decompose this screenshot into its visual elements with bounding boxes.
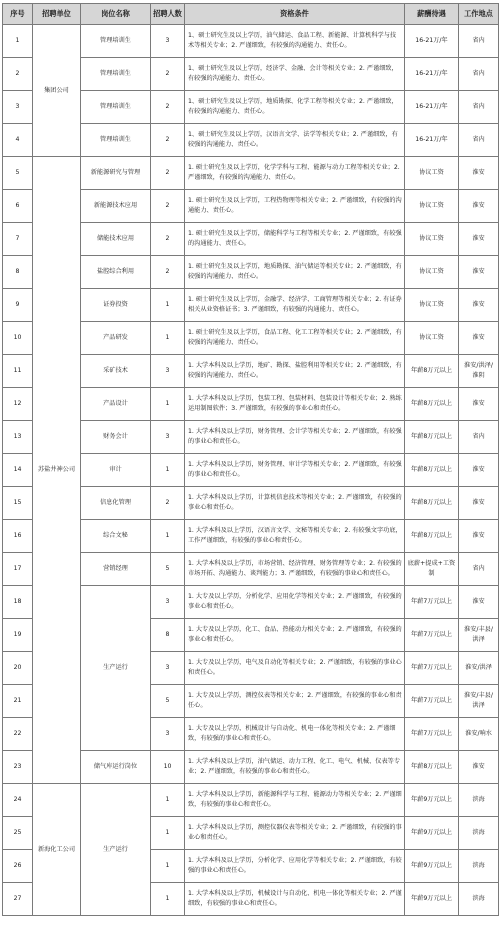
salary: 年薪8万元以上	[405, 388, 459, 421]
qualification-conditions: 1. 硕士研究生及以上学历，工程热物理等相关专业；2. 严谨细致，有较强的沟通能力、责任心。	[185, 190, 405, 223]
position-name: 盐腔综合利用	[81, 256, 151, 289]
qualification-conditions: 1. 大学本科及以上学历，机械设计与自动化、机电一体化等相关专业；2. 严谨细致，有较强的事业心和责任心。	[185, 883, 405, 916]
work-location: 淮安	[459, 256, 499, 289]
salary: 年薪9万元以上	[405, 817, 459, 850]
qualification-conditions: 1. 大学本科及以上学历，计算机信息技术等相关专业；2. 严谨细致，有较强的事业心和责任心。	[185, 487, 405, 520]
position-name: 管理培训生	[81, 91, 151, 124]
row-number: 11	[3, 355, 33, 388]
qualification-conditions: 1. 硕士研究生及以上学历，化学学科与工程、能源与动力工程等相关专业；2. 严谨细致，有较强的沟通能力、责任心。	[185, 157, 405, 190]
work-location: 淮安/丰县/洪泽	[459, 685, 499, 718]
headcount: 10	[151, 751, 185, 784]
position-name: 审计	[81, 454, 151, 487]
row-number: 18	[3, 586, 33, 619]
row-number: 26	[3, 850, 33, 883]
work-location: 淮安	[459, 190, 499, 223]
salary: 16-21万/年	[405, 124, 459, 157]
qualification-conditions: 1. 硕士研究生及以上学历，金融学、经济学、工商管理等相关专业；2. 有证券相关从业资格证书；3. 严谨细致，有较强的沟通能力、责任心。	[185, 289, 405, 322]
salary: 底薪+提成+工资制	[405, 553, 459, 586]
salary: 协议工资	[405, 223, 459, 256]
salary: 协议工资	[405, 289, 459, 322]
work-location: 省内	[459, 124, 499, 157]
salary: 年薪7万元以上	[405, 718, 459, 751]
work-location: 滨海	[459, 817, 499, 850]
headcount: 1	[151, 454, 185, 487]
salary: 年薪9万元以上	[405, 883, 459, 916]
header-count: 招聘人数	[151, 4, 185, 25]
row-number: 3	[3, 91, 33, 124]
row-number: 5	[3, 157, 33, 190]
position-name: 财务会计	[81, 421, 151, 454]
position-name: 信息化管理	[81, 487, 151, 520]
headcount: 1	[151, 883, 185, 916]
row-number: 1	[3, 25, 33, 58]
qualification-conditions: 1. 硕士研究生及以上学历，食品工程、化工工程等相关专业；2. 严谨细致，有较强的沟通能力、责任心。	[185, 322, 405, 355]
row-number: 8	[3, 256, 33, 289]
row-number: 13	[3, 421, 33, 454]
salary: 16-21万/年	[405, 58, 459, 91]
position-name: 产品研发	[81, 322, 151, 355]
header-position: 岗位名称	[81, 4, 151, 25]
headcount: 1	[151, 784, 185, 817]
salary: 年薪8万元以上	[405, 355, 459, 388]
salary: 年薪8万元以上	[405, 487, 459, 520]
position-name: 管理培训生	[81, 25, 151, 58]
position-name: 储气库运行岗位	[81, 751, 151, 784]
qualification-conditions: 1. 大专及以上学历，分析化学、应用化学等相关专业；2. 严谨细致，有较强的事业心和责任心。	[185, 586, 405, 619]
qualification-conditions: 1. 硕士研究生及以上学历，地质勘探、油气储运等相关专业；2. 严谨细致，有较强的沟通能力、责任心。	[185, 256, 405, 289]
headcount: 2	[151, 124, 185, 157]
headcount: 1	[151, 388, 185, 421]
row-number: 9	[3, 289, 33, 322]
salary: 年薪7万元以上	[405, 652, 459, 685]
headcount: 2	[151, 487, 185, 520]
work-location: 淮安/丰县/洪泽	[459, 619, 499, 652]
work-location: 淮安	[459, 487, 499, 520]
salary: 年薪8万元以上	[405, 421, 459, 454]
header-unit: 招聘单位	[33, 4, 81, 25]
position-name: 新能源研究与管理	[81, 157, 151, 190]
headcount: 2	[151, 91, 185, 124]
row-number: 10	[3, 322, 33, 355]
salary: 16-21万/年	[405, 25, 459, 58]
qualification-conditions: 1. 大学本科及以上学历，测控仪器仪表等相关专业；2. 严谨细致，有较强的事业心和责任心。	[185, 817, 405, 850]
row-number: 19	[3, 619, 33, 652]
qualification-conditions: 1. 大学本科及以上学历，地矿、勘探、盐腔利用等相关专业；2. 严谨细致，有较强的沟通能力、责任心。	[185, 355, 405, 388]
work-location: 淮安	[459, 289, 499, 322]
work-location: 淮安	[459, 322, 499, 355]
headcount: 5	[151, 685, 185, 718]
work-location: 淮安	[459, 520, 499, 553]
row-number: 16	[3, 520, 33, 553]
work-location: 省内	[459, 91, 499, 124]
headcount: 3	[151, 25, 185, 58]
headcount: 2	[151, 256, 185, 289]
row-number: 21	[3, 685, 33, 718]
work-location: 淮安/响水	[459, 718, 499, 751]
qualification-conditions: 1. 大学本科及以上学历，市场营销、经济管理、财务管理等专业；2. 有较强的市场开拓、沟通能力、谈判能力；3. 严谨细致，有较强的事业心和责任心。	[185, 553, 405, 586]
row-number: 25	[3, 817, 33, 850]
work-location: 省内	[459, 58, 499, 91]
position-name: 生产运行	[81, 586, 151, 751]
row-number: 22	[3, 718, 33, 751]
position-name: 管理培训生	[81, 124, 151, 157]
qualification-conditions: 1、硕士研究生及以上学历，油气储运、食品工程、新能源、计算机科学与技术等相关专业；2. 严谨细致，有较强的沟通能力、责任心。	[185, 25, 405, 58]
qualification-conditions: 1. 大学本科及以上学历，新能源科学与工程、能源动力等相关专业；2. 严谨细致，有较强的事业心和责任心。	[185, 784, 405, 817]
position-name: 储能技术应用	[81, 223, 151, 256]
position-name: 证券投资	[81, 289, 151, 322]
position-name: 产品设计	[81, 388, 151, 421]
salary: 协议工资	[405, 256, 459, 289]
work-location: 滨海	[459, 784, 499, 817]
work-location: 淮安	[459, 223, 499, 256]
row-number: 27	[3, 883, 33, 916]
row-number: 17	[3, 553, 33, 586]
qualification-conditions: 1. 大学本科及以上学历，分析化学、应用化学等相关专业；2. 严谨细致，有较强的事业心和责任心。	[185, 850, 405, 883]
header-conditions: 资格条件	[185, 4, 405, 25]
work-location: 省内	[459, 421, 499, 454]
headcount: 2	[151, 223, 185, 256]
salary: 协议工资	[405, 157, 459, 190]
row-number: 24	[3, 784, 33, 817]
row-number: 2	[3, 58, 33, 91]
salary: 年薪7万元以上	[405, 685, 459, 718]
qualification-conditions: 1. 大学本科及以上学历，汉语言文学、文秘等相关专业；2. 有较强文字功底，工作严谨细致，有较强的事业心和责任心。	[185, 520, 405, 553]
salary: 年薪7万元以上	[405, 619, 459, 652]
work-location: 省内	[459, 553, 499, 586]
headcount: 3	[151, 355, 185, 388]
qualification-conditions: 1. 大学本科及以上学历，包装工程、包装材料、包装设计等相关专业；2. 熟练运用制图软件；3. 严谨细致，有较强的事业心和责任心。	[185, 388, 405, 421]
recruitment-table	[2, 3, 499, 916]
work-location: 滨海	[459, 883, 499, 916]
recruiting-unit: 苏盐井神公司	[33, 157, 81, 784]
salary: 年薪7万元以上	[405, 586, 459, 619]
salary: 协议工资	[405, 190, 459, 223]
qualification-conditions: 1. 大专及以上学历，化工、食品、热能动力相关专业；2. 严谨细致，有较强的事业心和责任心。	[185, 619, 405, 652]
work-location: 淮安/洪泽	[459, 652, 499, 685]
headcount: 3	[151, 652, 185, 685]
qualification-conditions: 1. 大专及以上学历，测控仪表等相关专业；2. 严谨细致，有较强的事业心和责任心。	[185, 685, 405, 718]
headcount: 8	[151, 619, 185, 652]
recruiting-unit: 集团公司	[33, 25, 81, 157]
row-number: 14	[3, 454, 33, 487]
headcount: 3	[151, 718, 185, 751]
salary: 年薪9万元以上	[405, 784, 459, 817]
salary: 16-21万/年	[405, 91, 459, 124]
headcount: 2	[151, 58, 185, 91]
work-location: 淮安	[459, 454, 499, 487]
table-header-row	[3, 4, 499, 25]
work-location: 省内	[459, 25, 499, 58]
recruiting-unit: 新海化工公司	[33, 784, 81, 916]
qualification-conditions: 1. 大学本科及以上学历，财务管理、审计学等相关专业；2. 严谨细致，有较强的事业心和责任心。	[185, 454, 405, 487]
header-no: 序号	[3, 4, 33, 25]
row-number: 12	[3, 388, 33, 421]
qualification-conditions: 1. 大专及以上学历，电气及自动化等相关专业；2. 严谨细致，有较强的事业心和责任心。	[185, 652, 405, 685]
position-name: 新能源技术应用	[81, 190, 151, 223]
position-name: 管理培训生	[81, 58, 151, 91]
table-row	[3, 25, 499, 58]
headcount: 1	[151, 322, 185, 355]
headcount: 1	[151, 817, 185, 850]
position-name: 营销经理	[81, 553, 151, 586]
headcount: 5	[151, 553, 185, 586]
work-location: 淮安	[459, 751, 499, 784]
salary: 年薪9万元以上	[405, 850, 459, 883]
work-location: 滨海	[459, 850, 499, 883]
headcount: 3	[151, 586, 185, 619]
row-number: 15	[3, 487, 33, 520]
qualification-conditions: 1. 大专及以上学历，机械设计与自动化、机电一体化等相关专业；2. 严谨细致，有较强的事业心和责任心。	[185, 718, 405, 751]
salary: 年薪8万元以上	[405, 454, 459, 487]
position-name: 采矿技术	[81, 355, 151, 388]
header-salary: 薪酬待遇	[405, 4, 459, 25]
headcount: 1	[151, 289, 185, 322]
salary: 协议工资	[405, 322, 459, 355]
headcount: 1	[151, 850, 185, 883]
position-name: 生产运行	[81, 784, 151, 916]
headcount: 1	[151, 520, 185, 553]
qualification-conditions: 1、硕士研究生及以上学历，汉语言文学、法学等相关专业；2. 严谨细致，有较强的沟通能力、责任心。	[185, 124, 405, 157]
work-location: 淮安	[459, 388, 499, 421]
work-location: 淮安	[459, 157, 499, 190]
work-location: 淮安	[459, 586, 499, 619]
headcount: 2	[151, 190, 185, 223]
qualification-conditions: 1、硕士研究生及以上学历，地质勘探、化学工程等相关专业；2. 严谨细致，有较强的沟通能力、责任心。	[185, 91, 405, 124]
qualification-conditions: 1. 大学本科及以上学历，油气储运、动力工程、化工、电气、机械、仪表等专业；2. 严谨细致，有较强的事业心和责任心。	[185, 751, 405, 784]
position-name: 综合文秘	[81, 520, 151, 553]
qualification-conditions: 1. 硕士研究生及以上学历，储能科学与工程等相关专业；2. 严谨细致，有较强的沟通能力、责任心。	[185, 223, 405, 256]
salary: 年薪8万元以上	[405, 751, 459, 784]
qualification-conditions: 1、硕士研究生及以上学历，经济学、金融、会计等相关专业；2. 严谨细致，有较强的沟通能力、责任心。	[185, 58, 405, 91]
table-row	[3, 784, 499, 817]
row-number: 4	[3, 124, 33, 157]
salary: 年薪8万元以上	[405, 520, 459, 553]
headcount: 2	[151, 157, 185, 190]
header-location: 工作地点	[459, 4, 499, 25]
qualification-conditions: 1. 大学本科及以上学历，财务管理、会计学等相关专业；2. 严谨细致，有较强的事业心和责任心。	[185, 421, 405, 454]
row-number: 20	[3, 652, 33, 685]
headcount: 3	[151, 421, 185, 454]
row-number: 23	[3, 751, 33, 784]
work-location: 淮安/洪泽/淮阴	[459, 355, 499, 388]
row-number: 7	[3, 223, 33, 256]
table-row	[3, 157, 499, 190]
row-number: 6	[3, 190, 33, 223]
